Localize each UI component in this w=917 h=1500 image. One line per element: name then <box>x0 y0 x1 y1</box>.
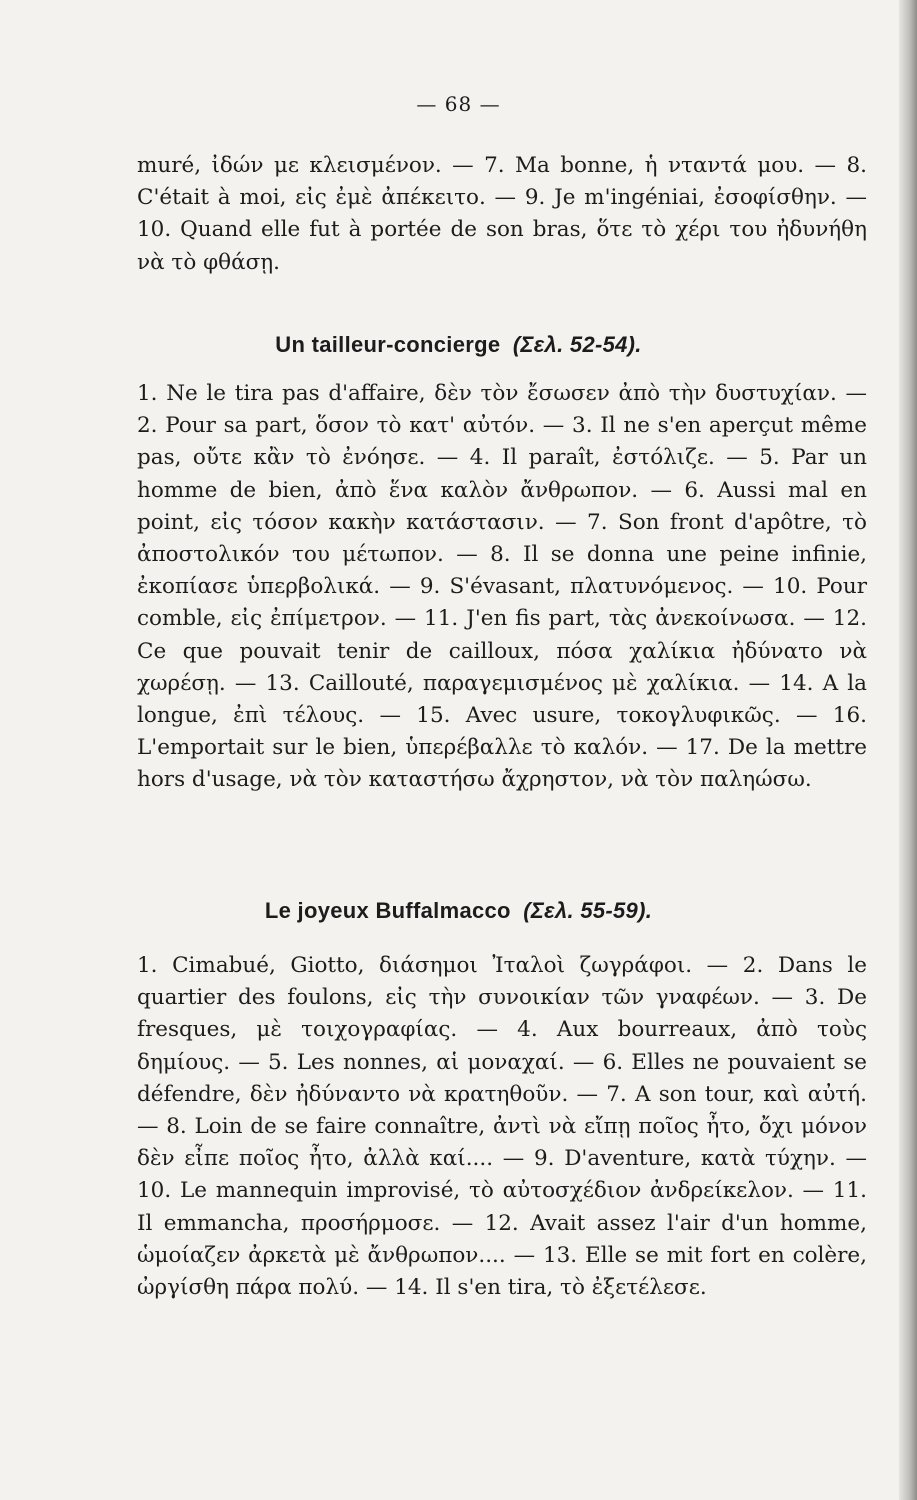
paragraph-intro <box>137 150 867 279</box>
heading-tailleur <box>0 332 917 358</box>
paragraph-text: 1. Ne le tira pas d'affaire, δὲν τὸν ἔσωσεν ἀπὸ τὴν δυστυχίαν. — 2. Pour sa part, ὅσον τὸ κατ' αὐτόν. — 3. Il ne s'en aperçut même pas, οὔτε κἂν τὸ ἐνόησε. — 4. Il paraît, ἐστόλιζε. — 5. Par un homme de bien, ἀπὸ ἕνα καλὸν ἄνθρωπον. — 6. Aussi mal en point, εἰς τόσον κακὴν κατάστασιν. — 7. Son front d'apôtre, τὸ ἀποστολικόν του μέτωπον. — 8. Il se donna une peine infinie, ἐκοπίασε ὑπερβολικά. — 9. S'évasant, πλατυνόμενος. — 10. Pour comble, εἰς ἐπίμετρον. — 11. J'en fis part, τὰς ἀνεκοίνωσα. — 12. Ce que pouvait tenir de cailloux, πόσα χαλίκια ἠδύνατο νὰ χωρέσῃ. — 13. Caillouté, παραγεμισμένος μὲ χαλίκια. — 14. A la longue, ἐπὶ τέλους. — 15. Avec usure, τοκογλυφικῶς. — 16. L'emportait sur le bien, ὑπερέβαλλε τὸ καλόν. — 17. De la mettre hors d'usage, νὰ τὸν καταστήσω ἄχρηστον, νὰ τὸν παληώσω. <box>137 381 867 793</box>
heading-title: Le joyeux Buffalmacco <box>264 898 511 923</box>
heading-page-ref: (Σελ. 52-54). <box>512 332 642 357</box>
page-number: — 68 — <box>416 92 501 116</box>
heading-page-ref: (Σελ. 55-59). <box>523 898 653 923</box>
paragraph-tailleur <box>137 378 867 797</box>
paragraph-text: 1. Cimabué, Giotto, διάσημοι Ἰταλοὶ ζωγράφοι. — 2. Dans le quartier des foulons, εἰς τὴν συνοικίαν τῶν γναφέων. — 3. De fresques, μὲ τοιχογραφίας. — 4. Aux bourreaux, ἀπὸ τοὺς δημίους. — 5. Les nonnes, αἱ μοναχαί. — 6. Elles ne pouvaient se défendre, δὲν ἠδύναντο νὰ κρατηθοῦν. — 7. A son tour, καὶ αὐτή. — 8. Loin de se faire connaître, ἀντὶ νὰ εἴπῃ ποῖος ἦτο, ὄχι μόνον δὲν εἶπε ποῖος ἦτο, ἀλλὰ καί.... — 9. D'aventure, κατὰ τύχην. — 10. Le mannequin improvisé, τὸ αὐτοσχέδιον ἀνδρείκελον. — 11. Il emmancha, προσήρμοσε. — 12. Avait assez l'air d'un homme, ὡμοίαζεν ἀρκετὰ μὲ ἄνθρωπον.... — 13. Elle se mit fort en colère, ὠργίσθη πάρα πολύ. — 14. Il s'en tira, τὸ ἐξετέλεσε. <box>137 953 867 1301</box>
page-edge-shadow <box>899 0 917 1500</box>
paragraph-text: muré, ἰδών με κλεισμένον. — 7. Ma bonne, ἡ νταντά μου. — 8. C'était à moi, εἰς ἐμὲ ἀπέκειτο. — 9. Je m'ingéniai, ἐσοφίσθην. — 10. Quand elle fut à portée de son bras, ὅτε τὸ χέρι του ἠδυνήθη νὰ τὸ φθάσῃ. <box>137 153 867 275</box>
heading-buffalmacco <box>0 898 917 924</box>
heading-title: Un tailleur-concierge <box>275 332 501 357</box>
paragraph-buffalmacco <box>137 950 867 1304</box>
